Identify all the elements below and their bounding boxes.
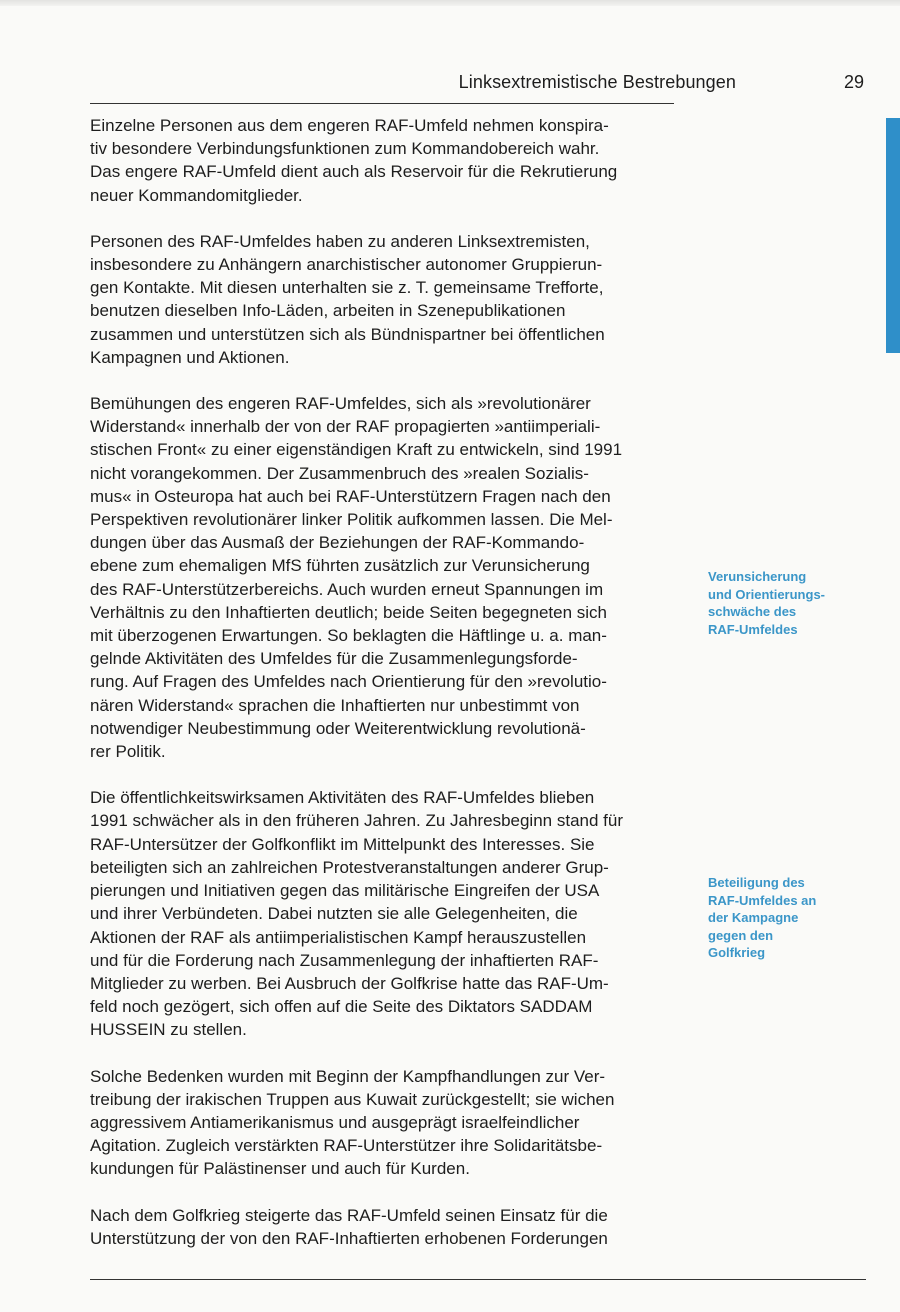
page-header: [90, 72, 866, 100]
paragraph: Die öffentlichkeitswirksamen Aktivitäten des RAF-Umfeldes blieben 1991 schwächer als in den früheren Jahren. Zu Jahresbeginn stand für RAF-Untersützer der Golfkonflikt im Mittelpunkt des Interesses. Sie beteiligten sich an zahlreichen Protestveranstaltungen anderer Grup- pierungen und Initiativen gegen das militärische Eingreifen der USA und ihrer Verbündeten. Dabei nutzten sie alle Gelegenheiten, die Aktionen der RAF als antiimperialistischen Kampf herauszustellen und für die Forderung nach Zusammenlegung der inhaftierten RAF- Mitglieder zu werben. Bei Ausbruch der Golfkrise hatte das RAF-Um- feld noch gezögert, sich offen auf die Seite des Diktators SADDAM HUSSEIN zu stellen.: [90, 788, 623, 1040]
running-header-title: Linksextremistische Bestrebungen: [458, 72, 736, 92]
margin-note-verunsicherung: Verunsicherung und Orientierungs- schwäche des RAF-Umfeldes: [708, 569, 825, 637]
page-number: 29: [843, 72, 864, 92]
chapter-thumb-tab: [886, 118, 900, 353]
body-text: [90, 114, 674, 1273]
paragraph: Einzelne Personen aus dem engeren RAF-Umfeld nehmen konspira- tiv besondere Verbindungsfunktionen zum Kommandobereich wahr. Das engere RAF-Umfeld dient auch als Reservoir für die Rekrutierung neuer Kommandomitglieder.: [90, 116, 618, 205]
paragraph: Nach dem Golfkrieg steigerte das RAF-Umfeld seinen Einsatz für die Unterstützung der von den RAF-Inhaftierten erhobenen Forderungen: [90, 1205, 608, 1248]
paragraph: Personen des RAF-Umfeldes haben zu anderen Linksextremisten, insbesondere zu Anhängern anarchistischer autonomer Gruppierun- gen Kontakte. Mit diesen unterhalten sie z. T. gemeinsame Trefforte, benutzen dieselben Info-Läden, arbeiten in Szenepublikationen zusammen und unterstützen sich als Bündnispartner bei öffentlichen Kampagnen und Aktionen.: [90, 231, 605, 367]
footer-rule: [90, 1279, 866, 1280]
paragraph: Solche Bedenken wurden mit Beginn der Kampfhandlungen zur Ver- treibung der irakischen Truppen aus Kuwait zurückgestellt; sie wichen aggressivem Antiamerikanismus und ausgeprägt israelfeindlicher Agitation. Zugleich verstärkten RAF-Unterstützer ihre Solidaritätsbe- kundungen für Palästinenser und auch für Kurden.: [90, 1066, 615, 1179]
paragraph: Bemühungen des engeren RAF-Umfeldes, sich als »revolutionärer Widerstand« innerhalb der von der RAF propagierten »antiimperiali- stischen Front« zu einer eigenständigen Kraft zu entwickeln, sind 1991 nicht vorangekommen. Der Zusammenbruch des »realen Sozialis- mus« in Osteuropa hat auch bei RAF-Unterstützern Fragen nach den Perspektiven revolutionärer linker Politik aufkommen lassen. Die Mel- dungen über das Ausmaß der Beziehungen der RAF-Kommando- ebene zum ehemaligen MfS führten zusätzlich zur Verunsicherung des RAF-Unterstützerbereichs. Auch wurden erneut Spannungen im Verhältnis zu den Inhaftierten deutlich; beide Seiten begegneten sich mit überzogenen Erwartungen. So beklagten die Häftlinge u. a. man- gelnde Aktivitäten des Umfeldes für die Zusammenlegungsforde- rung. Auf Fragen des Umfeldes nach Orientierung für den »revolutio- nären Widerstand« sprachen die Inhaftierten nur unbestimmt von notwendiger Neubestimmung oder Weiterentwicklung revolutionä- rer Politik.: [90, 394, 623, 762]
margin-note-golfkrieg: Beteiligung des RAF-Umfeldes an der Kampagne gegen den Golfkrieg: [708, 875, 817, 960]
header-rule: [90, 103, 674, 104]
scan-top-band: [0, 0, 900, 6]
